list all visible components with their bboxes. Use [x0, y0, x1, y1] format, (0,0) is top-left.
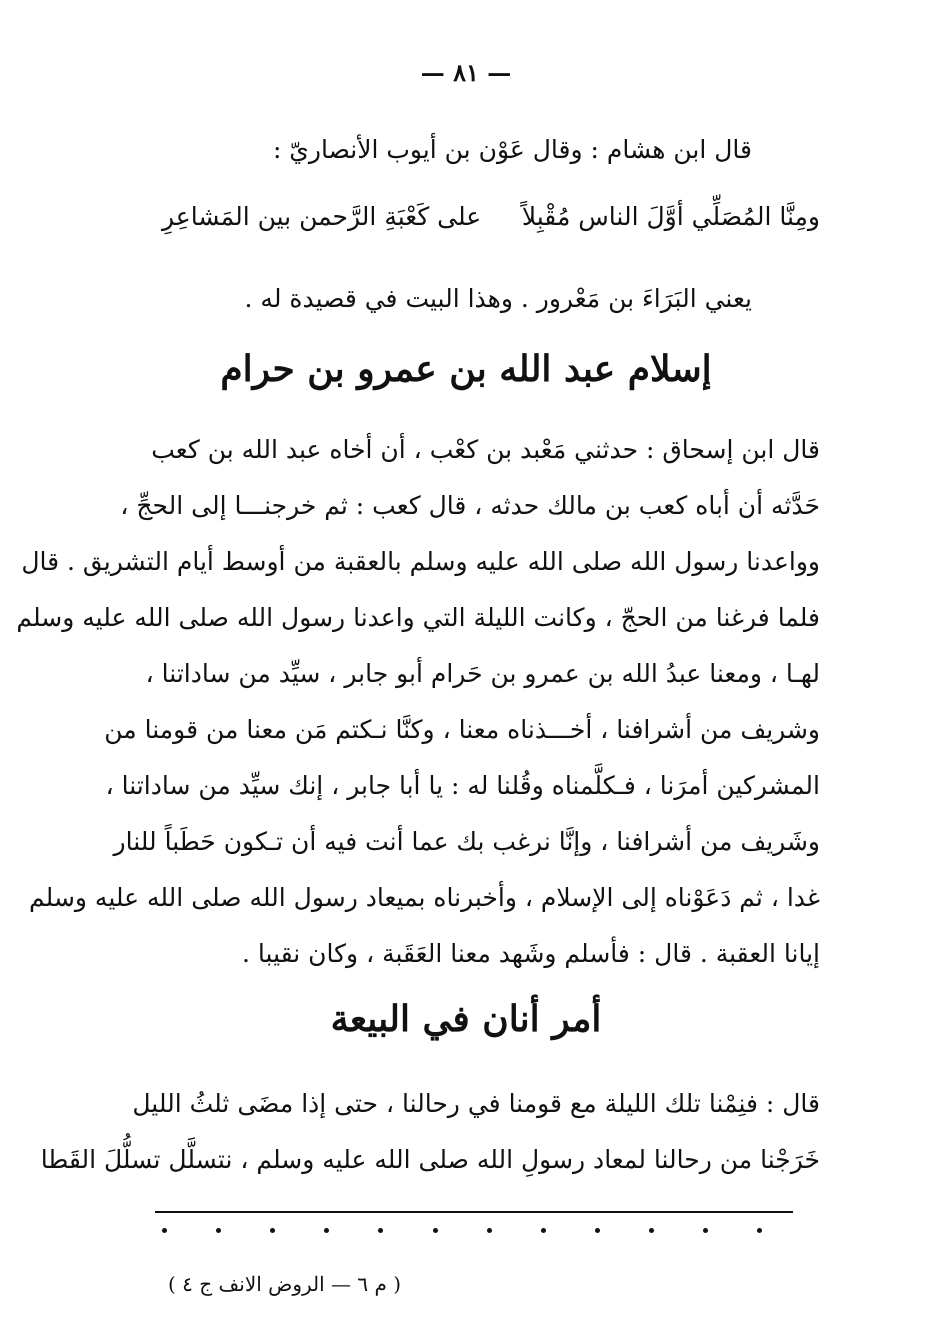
paragraph-line: وشَريف من أشرافنا ، وإنَّا نرغب بك عما أنت فيه أن تـكون حَطَباً للنار [113, 827, 820, 856]
dot [162, 1228, 167, 1233]
paragraph-line: خَرَجْنا من رحالنا لمعاد رسولِ الله صلى الله عليه وسلم ، نتسلَّل تسلُّلَ القَطا [40, 1145, 820, 1174]
footer-dots [162, 1228, 762, 1233]
paragraph-line: المشركين أمرَنا ، فـكلَّمناه وقُلنا له : يا أبا جابر ، إنك سيِّد من ساداتنا ، [105, 771, 820, 800]
paragraph-line: قال : فنِمْنا تلك الليلة مع قومنا في رحالنا ، حتى إذا مضَى ثلثُ الليل [132, 1089, 820, 1118]
dot [216, 1228, 221, 1233]
paragraph-line: غدا ، ثم دَعَوْناه إلى الإسلام ، وأخبرناه بميعاد رسول الله صلى الله عليه وسلم [29, 883, 820, 912]
dot [324, 1228, 329, 1233]
verse-second-half: على كَعْبَةِ الرَّحمن بين المَشاعِرِ [162, 202, 482, 231]
dot [757, 1228, 762, 1233]
dot [649, 1228, 654, 1233]
intro-line: قال ابن هشام : وقال عَوْن بن أيوب الأنصاريّ : [272, 135, 752, 164]
section-heading: إسلام عبد الله بن عمرو بن حرام [220, 348, 712, 390]
signature-mark: ( م ٦ — الروض الانف ج ٤ ) [168, 1272, 402, 1296]
paragraph-line: قال ابن إسحاق : حدثني مَعْبد بن كعْب ، أن أخاه عبد الله بن كعب [151, 435, 820, 464]
paragraph-line: وواعدنا رسول الله صلى الله عليه وسلم بالعقبة من أوسط أيام التشريق . قال [21, 547, 820, 576]
dot [433, 1228, 438, 1233]
dot [595, 1228, 600, 1233]
dot [487, 1228, 492, 1233]
verse-note: يعني البَرَاءَ بن مَعْرور . وهذا البيت في قصيدة له . [244, 284, 752, 313]
footer-rule [155, 1211, 793, 1213]
paragraph-line: فلما فرغنا من الحجّ ، وكانت الليلة التي واعدنا رسول الله صلى الله عليه وسلم [16, 603, 820, 632]
verse-first-half: ومِنَّا المُصَلِّي أوَّلَ الناس مُقْبِلاً [521, 202, 820, 231]
paragraph-line: وشريف من أشرافنا ، أخـــذناه معنا ، وكنَّا نـكتم مَن معنا من قومنا من [104, 715, 820, 744]
dot [541, 1228, 546, 1233]
dot [703, 1228, 708, 1233]
paragraph-line: إيانا العقبة . قال : فأسلم وشَهد معنا العَقَبة ، وكان نقيبا . [242, 939, 820, 968]
dot [378, 1228, 383, 1233]
page-number: — ٨١ — [420, 58, 512, 87]
paragraph-line: حَدَّثه أن أباه كعب بن مالك حدثه ، قال كعب : ثم خرجنـــا إلى الحجِّ ، [120, 491, 820, 520]
dot [270, 1228, 275, 1233]
section-heading: أمر أنان في البيعة [330, 998, 602, 1040]
paragraph-line: لهـا ، ومعنا عبدُ الله بن عمرو بن حَرام أبو جابر ، سيِّد من ساداتنا ، [145, 659, 820, 688]
